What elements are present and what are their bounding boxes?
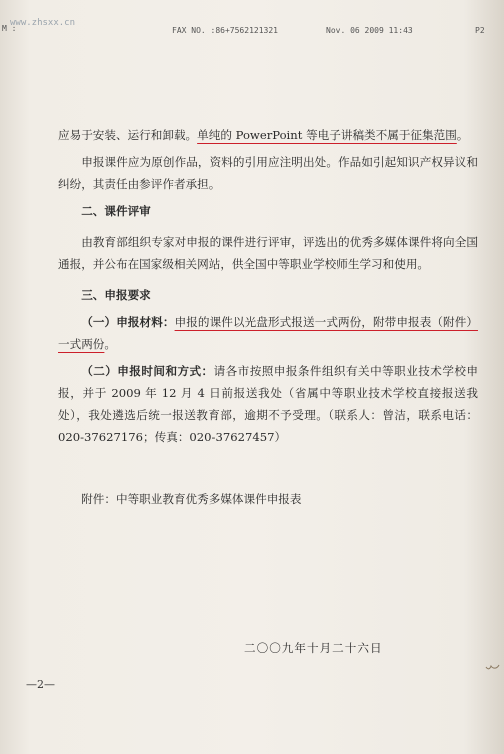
paragraph-time-method bbox=[58, 360, 478, 448]
page-number: —2— bbox=[26, 678, 55, 691]
paragraph-materials bbox=[58, 311, 478, 355]
document-body bbox=[58, 124, 478, 510]
time-method-text: 请各市按照申报条件组织有关中等职业技术学校申报，并于 2009 年 12 月 4 日前报送我处（省属中等职业技术学校直接报送我处），我处遴选后统一报送教育部，逾期不予受理。（联系人：曾洁，联系电话：020-37627176；传真：020-37627457） bbox=[58, 364, 478, 444]
paragraph-install-end: 。 bbox=[456, 128, 469, 142]
section-heading-review: 二、课件评审 bbox=[81, 204, 151, 218]
fax-page-label: P2 bbox=[475, 26, 485, 35]
signature-date: 二〇〇九年十月二十六日 bbox=[244, 641, 383, 655]
paragraph-install bbox=[58, 124, 478, 146]
time-method-label: （二）申报时间和方式： bbox=[81, 364, 214, 378]
fax-left-marker: M : bbox=[2, 24, 17, 33]
materials-end: 。 bbox=[104, 337, 116, 351]
fax-header bbox=[0, 4, 504, 34]
red-underlined-powerpoint-note: 单纯的 PowerPoint 等电子讲稿类不属于征集范围 bbox=[197, 128, 457, 142]
attachment-line: 附件：中等职业教育优秀多媒体课件申报表 bbox=[81, 492, 302, 506]
paragraph-review: 由教育部组织专家对申报的课件进行评审，评选出的优秀多媒体课件将向全国通报，并公布在国家级相关网站，供全国中等职业学校师生学习和使用。 bbox=[58, 235, 478, 271]
margin-scribble-mark bbox=[485, 663, 501, 673]
watermark-text: www.zhsxx.cn bbox=[10, 18, 76, 28]
fax-number: FAX NO. :86+7562121321 bbox=[172, 26, 278, 35]
red-underlined-materials: 申报的课件以光盘形式报送一式两份，附带申报表（附件）一式两份 bbox=[58, 315, 478, 351]
fax-date-time: Nov. 06 2009 11:43 bbox=[326, 26, 413, 35]
paragraph-install-text: 应易于安装、运行和卸载。 bbox=[58, 128, 198, 142]
materials-label: （一）申报材料： bbox=[81, 315, 175, 329]
paragraph-originality: 申报课件应为原创作品，资料的引用应注明出处。作品如引起知识产权异议和纠纷，其责任由参评作者承担。 bbox=[58, 155, 478, 191]
section-heading-requirements: 三、申报要求 bbox=[81, 288, 151, 302]
